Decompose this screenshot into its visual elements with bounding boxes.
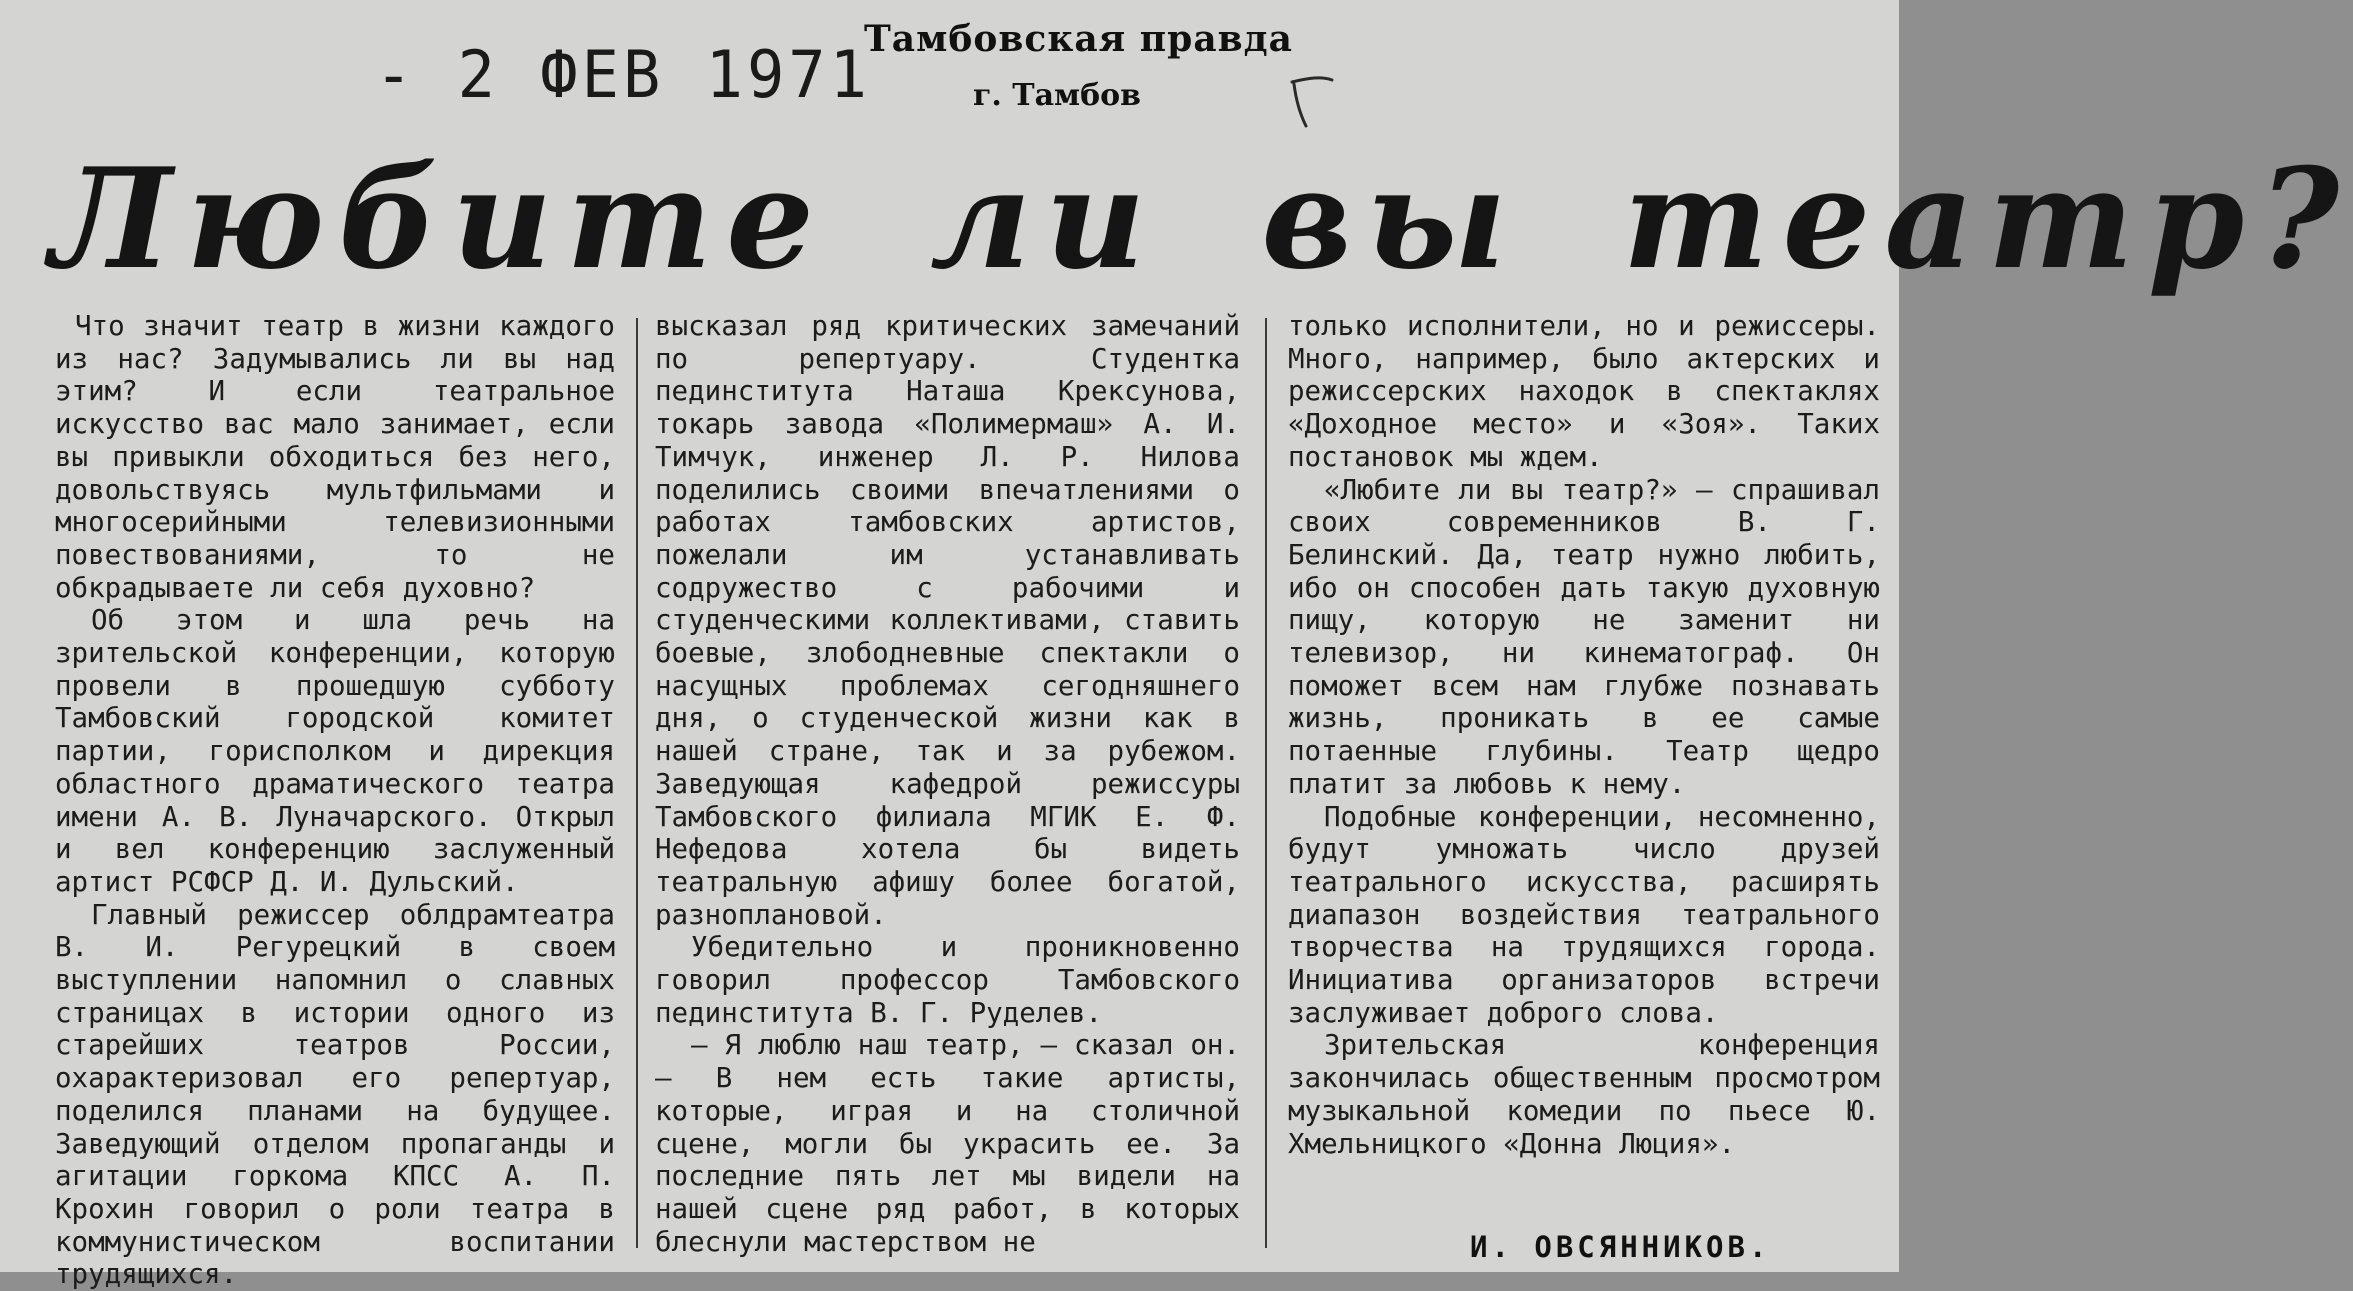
article-title: Любите ли вы театр? bbox=[50, 137, 2353, 300]
paragraph: Об этом и шла речь на зрительской конференции, которую провели в прошедшую субботу Тамбовский городской комитет партии, горисполком и дирекция областного драматического театра имени А. В. Луначарского. Открыл и вел конференцию заслуженный артист РСФСР Д. И. Дульский. bbox=[55, 604, 615, 898]
paragraph: Убедительно и проникновенно говорил профессор Тамбовского пединститута В. Г. Руделев. bbox=[655, 931, 1240, 1029]
paragraph: Зрительская конференция закончилась общественным просмотром музыкальной комедии по пьесе Ю. Хмельницкого «Донна Люция». bbox=[1288, 1029, 1880, 1160]
article-column-2 bbox=[655, 310, 1240, 1258]
date-stamp: - 2 ФЕВ 1971 bbox=[375, 36, 871, 113]
paragraph: высказал ряд критических замечаний по репертуару. Студентка пединститута Наташа Крексунова, токарь завода «Полимермаш» А. И. Тимчук, инженер Л. Р. Нилова поделились своими впечатлениями о работах тамбовских артистов, пожелали им устанавливать содружество с рабочими и студенческими коллективами, ставить боевые, злободневные спектакли о насущных проблемах сегодняшнего дня, о студенческой жизни как в нашей стране, так и за рубежом. Заведующая кафедрой режиссуры Тамбовского филиала МГИК Е. Ф. Нефедова хотела бы видеть театральную афишу более богатой, разноплановой. bbox=[655, 310, 1240, 931]
pen-mark-icon bbox=[1288, 70, 1336, 130]
city-stamp: г. Тамбов bbox=[973, 78, 1141, 113]
article-column-1 bbox=[55, 310, 615, 1291]
newspaper-name-stamp: Тамбовская правда bbox=[864, 18, 1293, 60]
column-divider bbox=[636, 318, 638, 1248]
paragraph: — Я люблю наш театр, — сказал он. — В нем есть такие артисты, которые, играя и на столичной сцене, могли бы украсить ее. За последние пять лет мы видели на нашей сцене ряд работ, в которых блеснули мастерством не bbox=[655, 1029, 1240, 1258]
article-column-3 bbox=[1288, 310, 1880, 1160]
paragraph: Что значит театр в жизни каждого из нас? Задумывались ли вы над этим? И если театральное искусство вас мало занимает, если вы привыкли обходиться без него, довольствуясь мультфильмами и многосерийными телевизионными повествованиями, то не обкрадываете ли себя духовно? bbox=[55, 310, 615, 604]
paragraph: только исполнители, но и режиссеры. Много, например, было актерских и режиссерских находок в спектаклях «Доходное место» и «Зоя». Таких постановок мы ждем. bbox=[1288, 310, 1880, 473]
author-signature: И. ОВСЯННИКОВ. bbox=[1470, 1230, 1771, 1264]
paragraph: «Любите ли вы театр?» — спрашивал своих современников В. Г. Белинский. Да, театр нужно любить, ибо он способен дать такую духовную пищу, которую не заменит ни телевизор, ни кинематограф. Он поможет всем нам глубже познавать жизнь, проникать в ее самые потаенные глубины. Театр щедро платит за любовь к нему. bbox=[1288, 473, 1880, 800]
paragraph: Главный режиссер облдрамтеатра В. И. Регурецкий в своем выступлении напомнил о славных страницах в истории одного из старейших театров России, охарактеризовал его репертуар, поделился планами на будущее. Заведующий отделом пропаганды и агитации горкома КПСС А. П. Крохин говорил о роли театра в коммунистическом воспитании трудящихся. bbox=[55, 898, 615, 1291]
paragraph: Подобные конференции, несомненно, будут умножать число друзей театрального искусства, расширять диапазон воздействия театрального творчества на трудящихся города. Инициатива организаторов встречи заслуживает доброго слова. bbox=[1288, 800, 1880, 1029]
column-divider bbox=[1265, 318, 1267, 1248]
